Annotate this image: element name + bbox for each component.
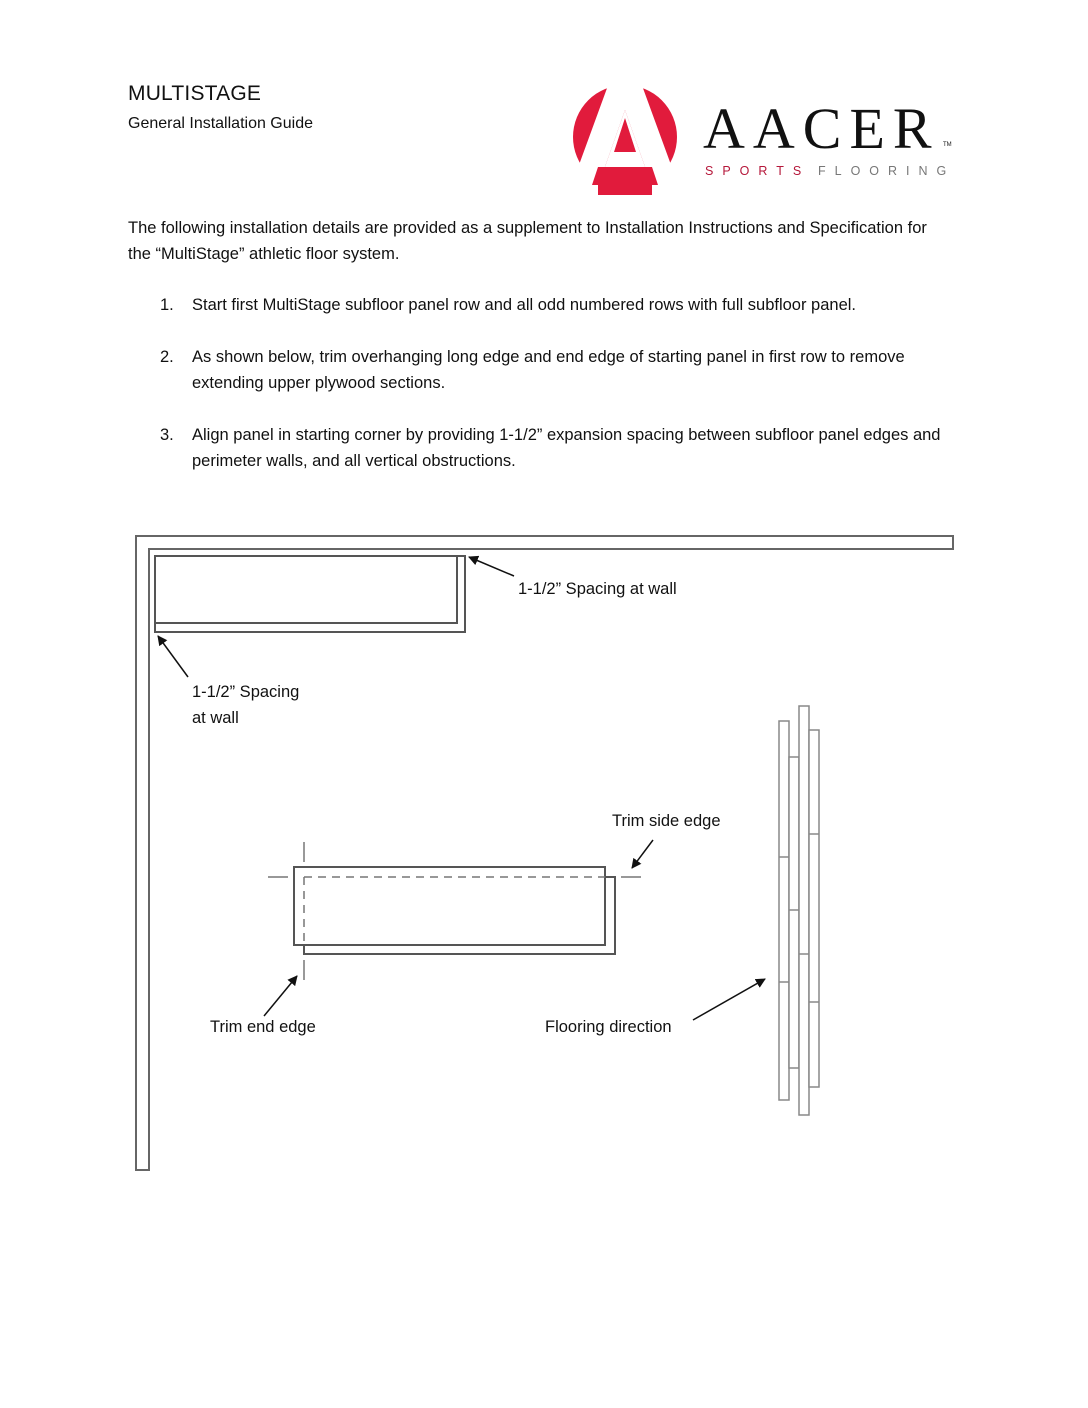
label-spacing-top: 1-1/2” Spacing at wall [518,580,677,598]
label-flooring-direction: Flooring direction [545,1018,672,1036]
step-item [128,422,958,474]
flooring-strips [779,706,819,1115]
step-text: Start first MultiStage subfloor panel row and all odd numbered rows with full subfloor panel. [192,296,857,314]
step-text: Align panel in starting corner by providing 1-1/2” expansion spacing between subfloor panel edges and perimeter walls, and all vertical obstructions. [192,426,941,470]
flooring-strip [789,757,799,1068]
label-trim-end-edge: Trim end edge [210,1018,316,1036]
logo-tagline-flooring: FLOORING [818,164,956,178]
label-trim-side-edge: Trim side edge [612,812,721,830]
installation-diagram [0,520,1088,1200]
logo-tagline-sports: SPORTS [705,164,811,178]
trim-side-arrow [632,840,653,868]
logo-trademark: TM [943,142,952,148]
aacer-logo [570,80,970,195]
trim-end-arrow [264,976,297,1016]
step-text: As shown below, trim overhanging long edge and end edge of starting panel in first row to remove extending upper plywood sections. [192,348,905,392]
label-spacing-left-line1: 1-1/2” Spacing [192,683,300,701]
instruction-steps [128,292,958,500]
flooring-direction-arrow [693,979,765,1020]
spacing-top-arrow [469,557,514,576]
step-number: 2. [160,348,174,366]
document-title: MULTISTAGE [128,82,262,105]
flooring-strip [779,721,789,1100]
step-number: 3. [160,426,174,444]
step-item [128,344,958,396]
starting-panel [155,556,465,632]
step-item [128,292,958,318]
label-spacing-left-line2: at wall [192,709,239,727]
logo-a-emblem-icon [570,80,682,195]
step-number: 1. [160,296,174,314]
flooring-strip [799,706,809,1115]
intro-paragraph: The following installation details are provided as a supplement to Installation Instructions and Specification for the “MultiStage” athletic floor system. [128,219,927,263]
flooring-strip [809,730,819,1087]
trim-panel [294,867,615,954]
trim-cut-lines [268,842,641,980]
document-subtitle: General Installation Guide [128,115,313,132]
logo-brand-text: AACER [703,96,940,161]
spacing-left-arrow [158,636,188,677]
